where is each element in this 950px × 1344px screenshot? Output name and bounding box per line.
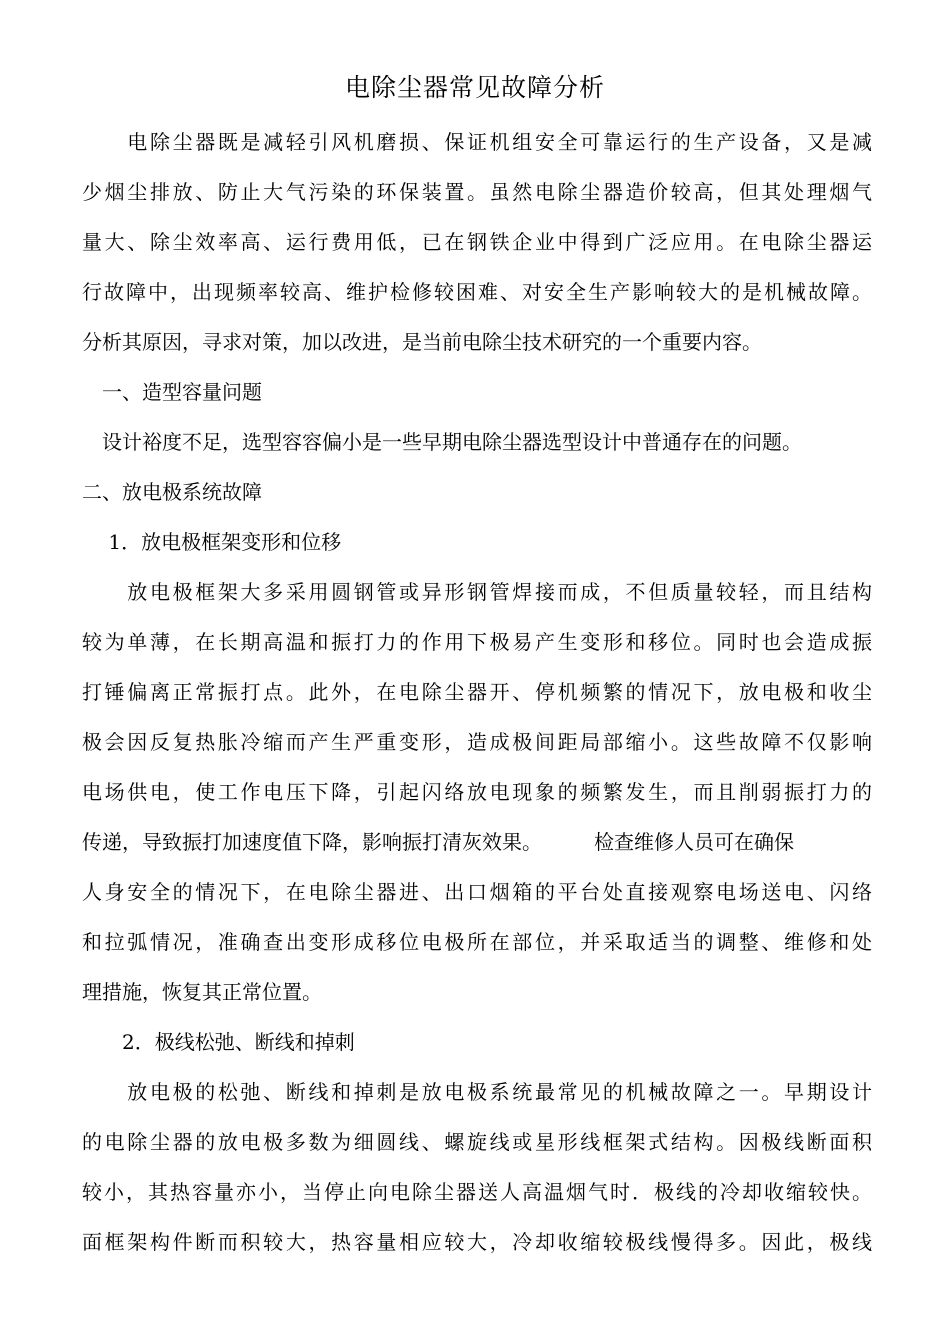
paragraph-line: 行故障中，出现频率较高、维护检修较困难、对安全生产影响较大的是机械故障。 — [82, 280, 872, 304]
paragraph-line: 较小，其热容量亦小，当停止向电除尘器送人高温烟气时．极线的冷却收缩较快。 — [82, 1180, 872, 1204]
paragraph-line: 理措施，恢复其正常位置。 — [82, 980, 322, 1004]
paragraph-line: 放电极的松弛、断线和掉刺是放电极系统最常见的机械故障之一。早期设计 — [82, 1080, 872, 1104]
paragraph-line: 极会因反复热胀冷缩而产生严重变形，造成极间距局部缩小。这些故障不仅影响 — [82, 730, 872, 754]
document-title: 电除尘器常见故障分析 — [344, 73, 605, 102]
paragraph-line: 电场供电，使工作电压下降，引起闪络放电现象的频繁发生，而且削弱振打力的 — [82, 780, 872, 804]
paragraph-line: 和拉弧情况，准确查出变形成移位电极所在部位，并采取适当的调整、维修和处 — [82, 930, 872, 954]
paragraph-line: 的电除尘器的放电极多数为细圆线、螺旋线或星形线框架式结构。因极线断面积 — [82, 1130, 872, 1154]
paragraph-text: 检查维修人员可在确保 — [594, 830, 794, 854]
paragraph-line: 少烟尘排放、防止大气污染的环保装置。虽然电除尘器造价较高，但其处理烟气 — [82, 180, 872, 204]
subsection-heading: 1．放电极框架变形和位移 — [82, 530, 342, 554]
section-heading: 一、造型容量问题 — [82, 380, 262, 404]
paragraph-line: 分析其原因，寻求对策，加以改进，是当前电除尘技术研究的一个重要内容。 — [82, 330, 762, 354]
paragraph-line — [82, 826, 872, 858]
paragraph-line: 打锤偏离正常振打点。此外，在电除尘器开、停机频繁的情况下，放电极和收尘 — [82, 680, 872, 704]
paragraph-line: 较为单薄，在长期高温和振打力的作用下极易产生变形和移位。同时也会造成振 — [82, 630, 872, 654]
paragraph-text: 传递，导致振打加速度值下降，影响振打清灰效果。 — [82, 830, 542, 854]
paragraph-line: 人身安全的情况下，在电除尘器进、出口烟箱的平台处直接观察电场送电、闪络 — [82, 880, 872, 904]
subsection-heading: 2．极线松弛、断线和掉刺 — [82, 1030, 355, 1054]
paragraph-line: 电除尘器既是减轻引风机磨损、保证机组安全可靠运行的生产设备，又是减 — [82, 130, 872, 154]
paragraph-line: 量大、除尘效率高、运行费用低，已在钢铁企业中得到广泛应用。在电除尘器运 — [82, 230, 872, 254]
paragraph-line: 面框架构件断而积较大，热容量相应较大，冷却收缩较极线慢得多。因此，极线 — [82, 1230, 872, 1254]
paragraph-line: 放电极框架大多采用圆钢管或异形钢管焊接而成，不但质量较轻，而且结构 — [82, 580, 872, 604]
section-heading: 二、放电极系统故障 — [82, 480, 262, 504]
paragraph-line: 设计裕度不足，选型容容偏小是一些早期电除尘器选型设计中普通存在的问题。 — [82, 430, 802, 454]
